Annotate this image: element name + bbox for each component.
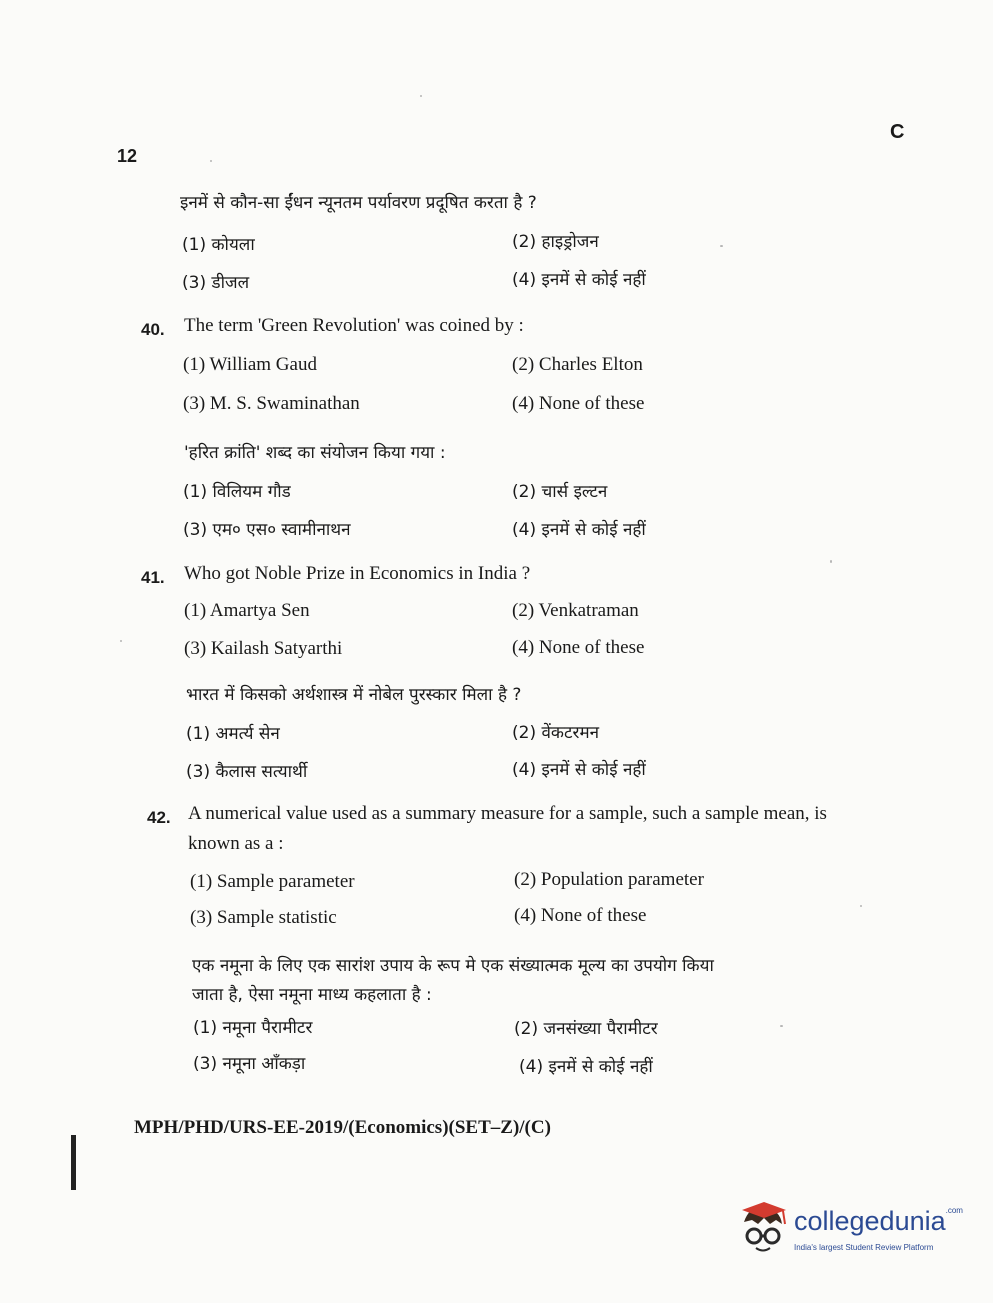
q40-hindi-option-1: (1) विलियम गौड [183, 482, 291, 502]
q40-hindi-option-2: (2) चार्स इल्टन [512, 482, 608, 502]
logo-tagline: India's largest Student Review Platform [794, 1243, 934, 1252]
q42-hindi-option-4: (4) इनमें से कोई नहीं [519, 1057, 653, 1077]
q41-hindi-option-3: (3) कैलास सत्यार्थी [186, 762, 308, 782]
q42-english-option-2: (2) Population parameter [514, 869, 704, 890]
q40-english-option-3: (3) M. S. Swaminathan [183, 393, 360, 414]
scan-margin-mark [71, 1135, 76, 1190]
q39-hindi-question: इनमें से कौन-सा ईंधन न्यूनतम पर्यावरण प्रदूषित करता है ? [180, 193, 537, 213]
logo-domain-suffix: .com [945, 1206, 963, 1215]
q41-hindi-option-1: (1) अमर्त्य सेन [186, 724, 280, 744]
q39-hindi-option-4: (4) इनमें से कोई नहीं [512, 270, 646, 290]
scan-speck [720, 245, 723, 247]
q42-hindi-question-line-2: जाता है, ऐसा नमूना माध्य कहलाता है : [192, 985, 432, 1005]
student-mascot-icon [736, 1200, 792, 1260]
q41-english-question: Who got Noble Prize in Economics in India ? [184, 563, 531, 584]
q39-hindi-option-3: (3) डीजल [182, 273, 250, 293]
logo-name: collegedunia [794, 1206, 946, 1236]
q42-hindi-option-2: (2) जनसंख्या पैरामीटर [514, 1019, 658, 1039]
q41-number: 41. [141, 568, 165, 587]
q40-hindi-option-3: (3) एम० एस० स्वामीनाथन [183, 520, 351, 540]
q39-hindi-option-2: (2) हाइड्रोजन [512, 232, 599, 252]
collegedunia-logo [736, 1200, 966, 1260]
scan-speck [210, 160, 212, 162]
q42-english-option-3: (3) Sample statistic [190, 907, 337, 928]
scan-speck [860, 905, 862, 907]
q41-english-option-1: (1) Amartya Sen [184, 600, 310, 621]
q40-english-question: The term 'Green Revolution' was coined by : [184, 315, 524, 336]
scan-speck [120, 640, 122, 642]
q41-hindi-option-4: (4) इनमें से कोई नहीं [512, 760, 646, 780]
q40-hindi-question: 'हरित क्रांति' शब्द का संयोजन किया गया : [184, 443, 446, 463]
scan-speck [420, 95, 422, 97]
exam-code-footer: MPH/PHD/URS-EE-2019/(Economics)(SET–Z)/(C) [134, 1117, 551, 1138]
q40-number: 40. [141, 320, 165, 339]
logo-wordmark [794, 1206, 963, 1237]
q41-hindi-option-2: (2) वेंकटरमन [512, 723, 600, 743]
q42-hindi-option-1: (1) नमूना पैरामीटर [193, 1018, 313, 1038]
q41-english-option-3: (3) Kailash Satyarthi [184, 638, 343, 659]
q42-number: 42. [147, 808, 171, 827]
q41-english-option-2: (2) Venkatraman [512, 600, 639, 621]
q40-hindi-option-4: (4) इनमें से कोई नहीं [512, 520, 646, 540]
q42-hindi-question-line-1: एक नमूना के लिए एक सारांश उपाय के रूप मे एक संख्यात्मक मूल्य का उपयोग किया [192, 956, 714, 976]
scan-speck [830, 560, 832, 563]
q40-english-option-1: (1) William Gaud [183, 354, 317, 375]
q41-english-option-4: (4) None of these [512, 637, 645, 658]
q41-hindi-question: भारत में किसको अर्थशास्त्र में नोबेल पुरस्कार मिला है ? [186, 685, 522, 705]
q42-english-question-line-1: A numerical value used as a summary measure for a sample, such a sample mean, is [188, 803, 827, 824]
page-number: 12 [117, 146, 138, 166]
q40-english-option-4: (4) None of these [512, 393, 645, 414]
q40-english-option-2: (2) Charles Elton [512, 354, 643, 375]
q42-english-option-1: (1) Sample parameter [190, 871, 355, 892]
scan-speck [780, 1025, 783, 1027]
q42-english-question-line-2: known as a : [188, 833, 284, 854]
q39-hindi-option-1: (1) कोयला [182, 235, 255, 255]
q42-english-option-4: (4) None of these [514, 905, 647, 926]
q42-hindi-option-3: (3) नमूना आँकड़ा [193, 1054, 306, 1074]
set-code: C [890, 121, 905, 143]
